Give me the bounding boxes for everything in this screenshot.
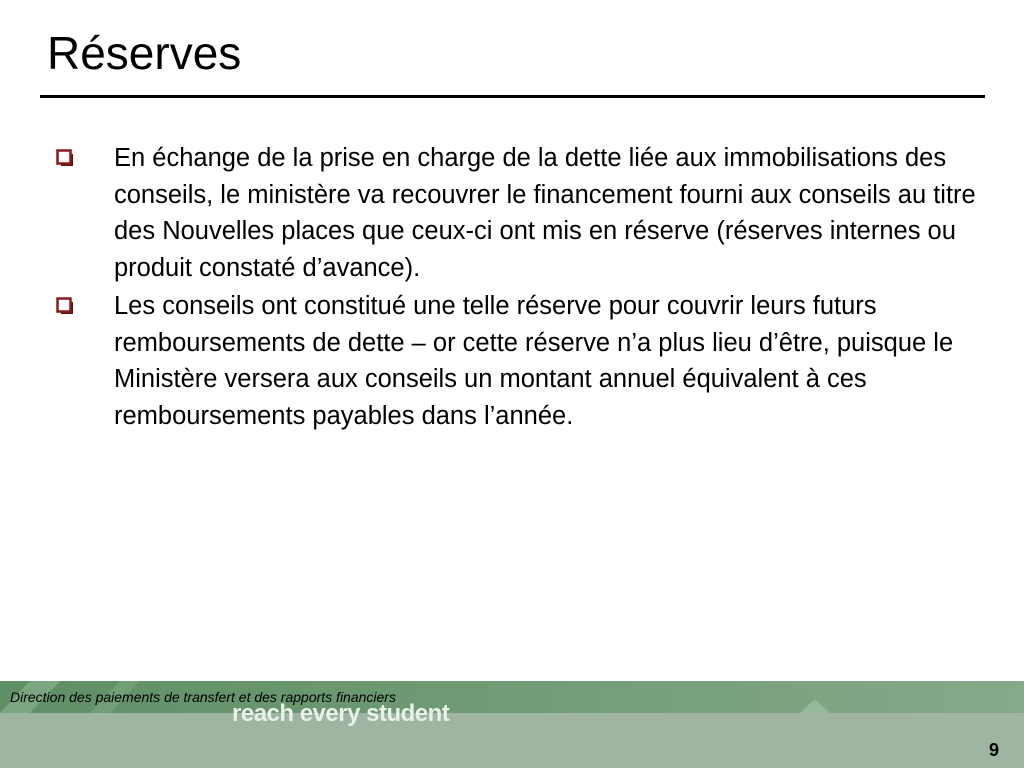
bullet-item bbox=[56, 288, 981, 434]
bullet-list bbox=[56, 140, 981, 436]
bullet-text: En échange de la prise en charge de la dette liée aux immobilisations des conseils, le ministère va recouvrer le financement fourni aux conseils au titre des Nouvelles places que ceux-ci ont mis en réserve (réserves internes ou produit constaté d’avance). bbox=[114, 144, 976, 282]
bullet-text: Les conseils ont constitué une telle réserve pour couvrir leurs futurs remboursements de dette – or cette réserve n’a plus lieu d’être, puisque le Ministère versera aux conseils un montant annuel équivalent à ces remboursements payables dans l’année. bbox=[114, 292, 954, 430]
bullet-item bbox=[56, 140, 981, 286]
footer-department: Direction des paiements de transfert et des rapports financiers bbox=[10, 689, 396, 705]
checkbox-icon bbox=[56, 149, 74, 167]
slide-title: Réserves bbox=[47, 27, 242, 79]
page-number: 9 bbox=[988, 740, 999, 760]
title-divider bbox=[40, 95, 985, 98]
checkbox-icon bbox=[56, 297, 74, 315]
footer-watermark bbox=[232, 700, 449, 713]
